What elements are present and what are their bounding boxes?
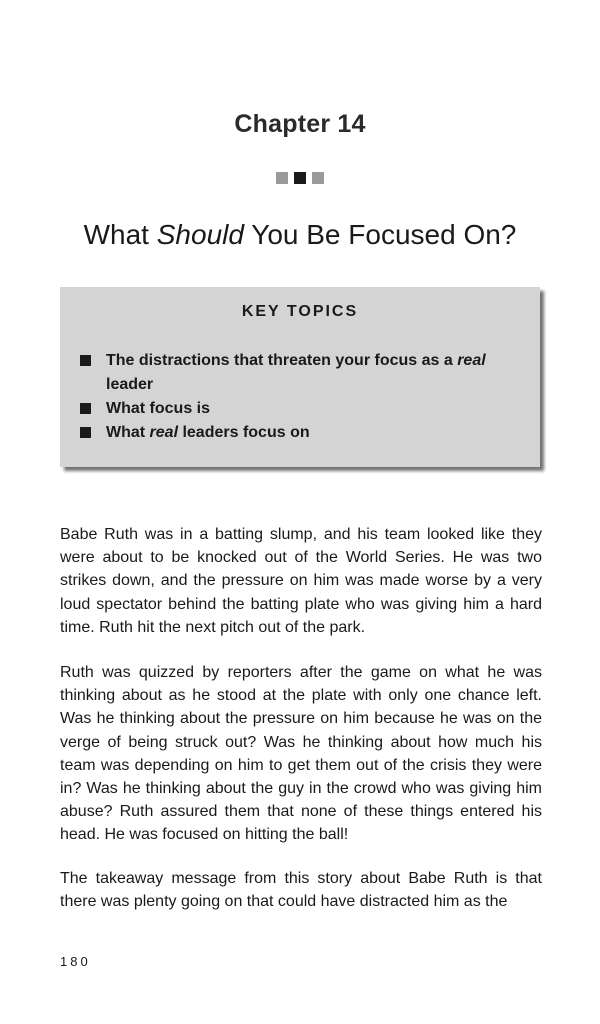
key-topic-item bbox=[78, 397, 518, 421]
key-topics-box bbox=[60, 287, 540, 467]
chapter-ornament bbox=[0, 172, 600, 184]
ornament-square-right bbox=[312, 172, 324, 184]
ornament-square-left bbox=[276, 172, 288, 184]
key-topics-list bbox=[78, 349, 518, 445]
key-topic-item bbox=[78, 421, 518, 445]
page-number: 180 bbox=[60, 954, 91, 969]
body-paragraph: Babe Ruth was in a batting slump, and his team looked like they were about to be knocked out of the World Series. He was two strikes down, and the pressure on him was made worse by a very loud spectator behind the batting plate who was giving him a hard time. Ruth hit the next pitch out of the park. bbox=[60, 526, 542, 636]
body-paragraph: The takeaway message from this story about Babe Ruth is that there was plenty going on that could have distracted him as the bbox=[60, 870, 542, 911]
key-topic-text-before: What focus is bbox=[106, 400, 211, 417]
key-topic-text-after: leader bbox=[106, 376, 154, 393]
key-topic-item bbox=[78, 349, 518, 397]
chapter-title bbox=[0, 219, 600, 251]
key-topic-text-after: leaders focus on bbox=[178, 424, 310, 441]
square-bullet-icon bbox=[80, 427, 91, 438]
square-bullet-icon bbox=[80, 403, 91, 414]
chapter-label: Chapter 14 bbox=[234, 110, 366, 138]
key-topic-text-before: The distractions that threaten your focus as a bbox=[106, 352, 458, 369]
chapter-title-before: What bbox=[83, 218, 157, 250]
chapter-title-after: You Be Focused On? bbox=[243, 218, 517, 250]
square-bullet-icon bbox=[80, 355, 91, 366]
key-topic-text-before: What bbox=[106, 424, 150, 441]
key-topics-heading: KEY TOPICS bbox=[241, 303, 359, 320]
body-paragraph: Ruth was quizzed by reporters after the game on what he was thinking about as he stood at the plate with only one chance left. Was he thinking about the pressure on him because he was on the verge of being struck out? Was he thinking about how much his team was depending on him to get them out of the crisis they were in? Was he thinking about the guy in the crowd who was giving him abuse? Ruth assured them that none of these things entered his head. He was focused on hitting the ball! bbox=[60, 664, 542, 844]
key-topic-emphasis: real bbox=[149, 424, 179, 441]
ornament-square-center bbox=[294, 172, 306, 184]
key-topic-emphasis: real bbox=[457, 352, 486, 369]
chapter-title-emphasis: Should bbox=[156, 218, 244, 250]
